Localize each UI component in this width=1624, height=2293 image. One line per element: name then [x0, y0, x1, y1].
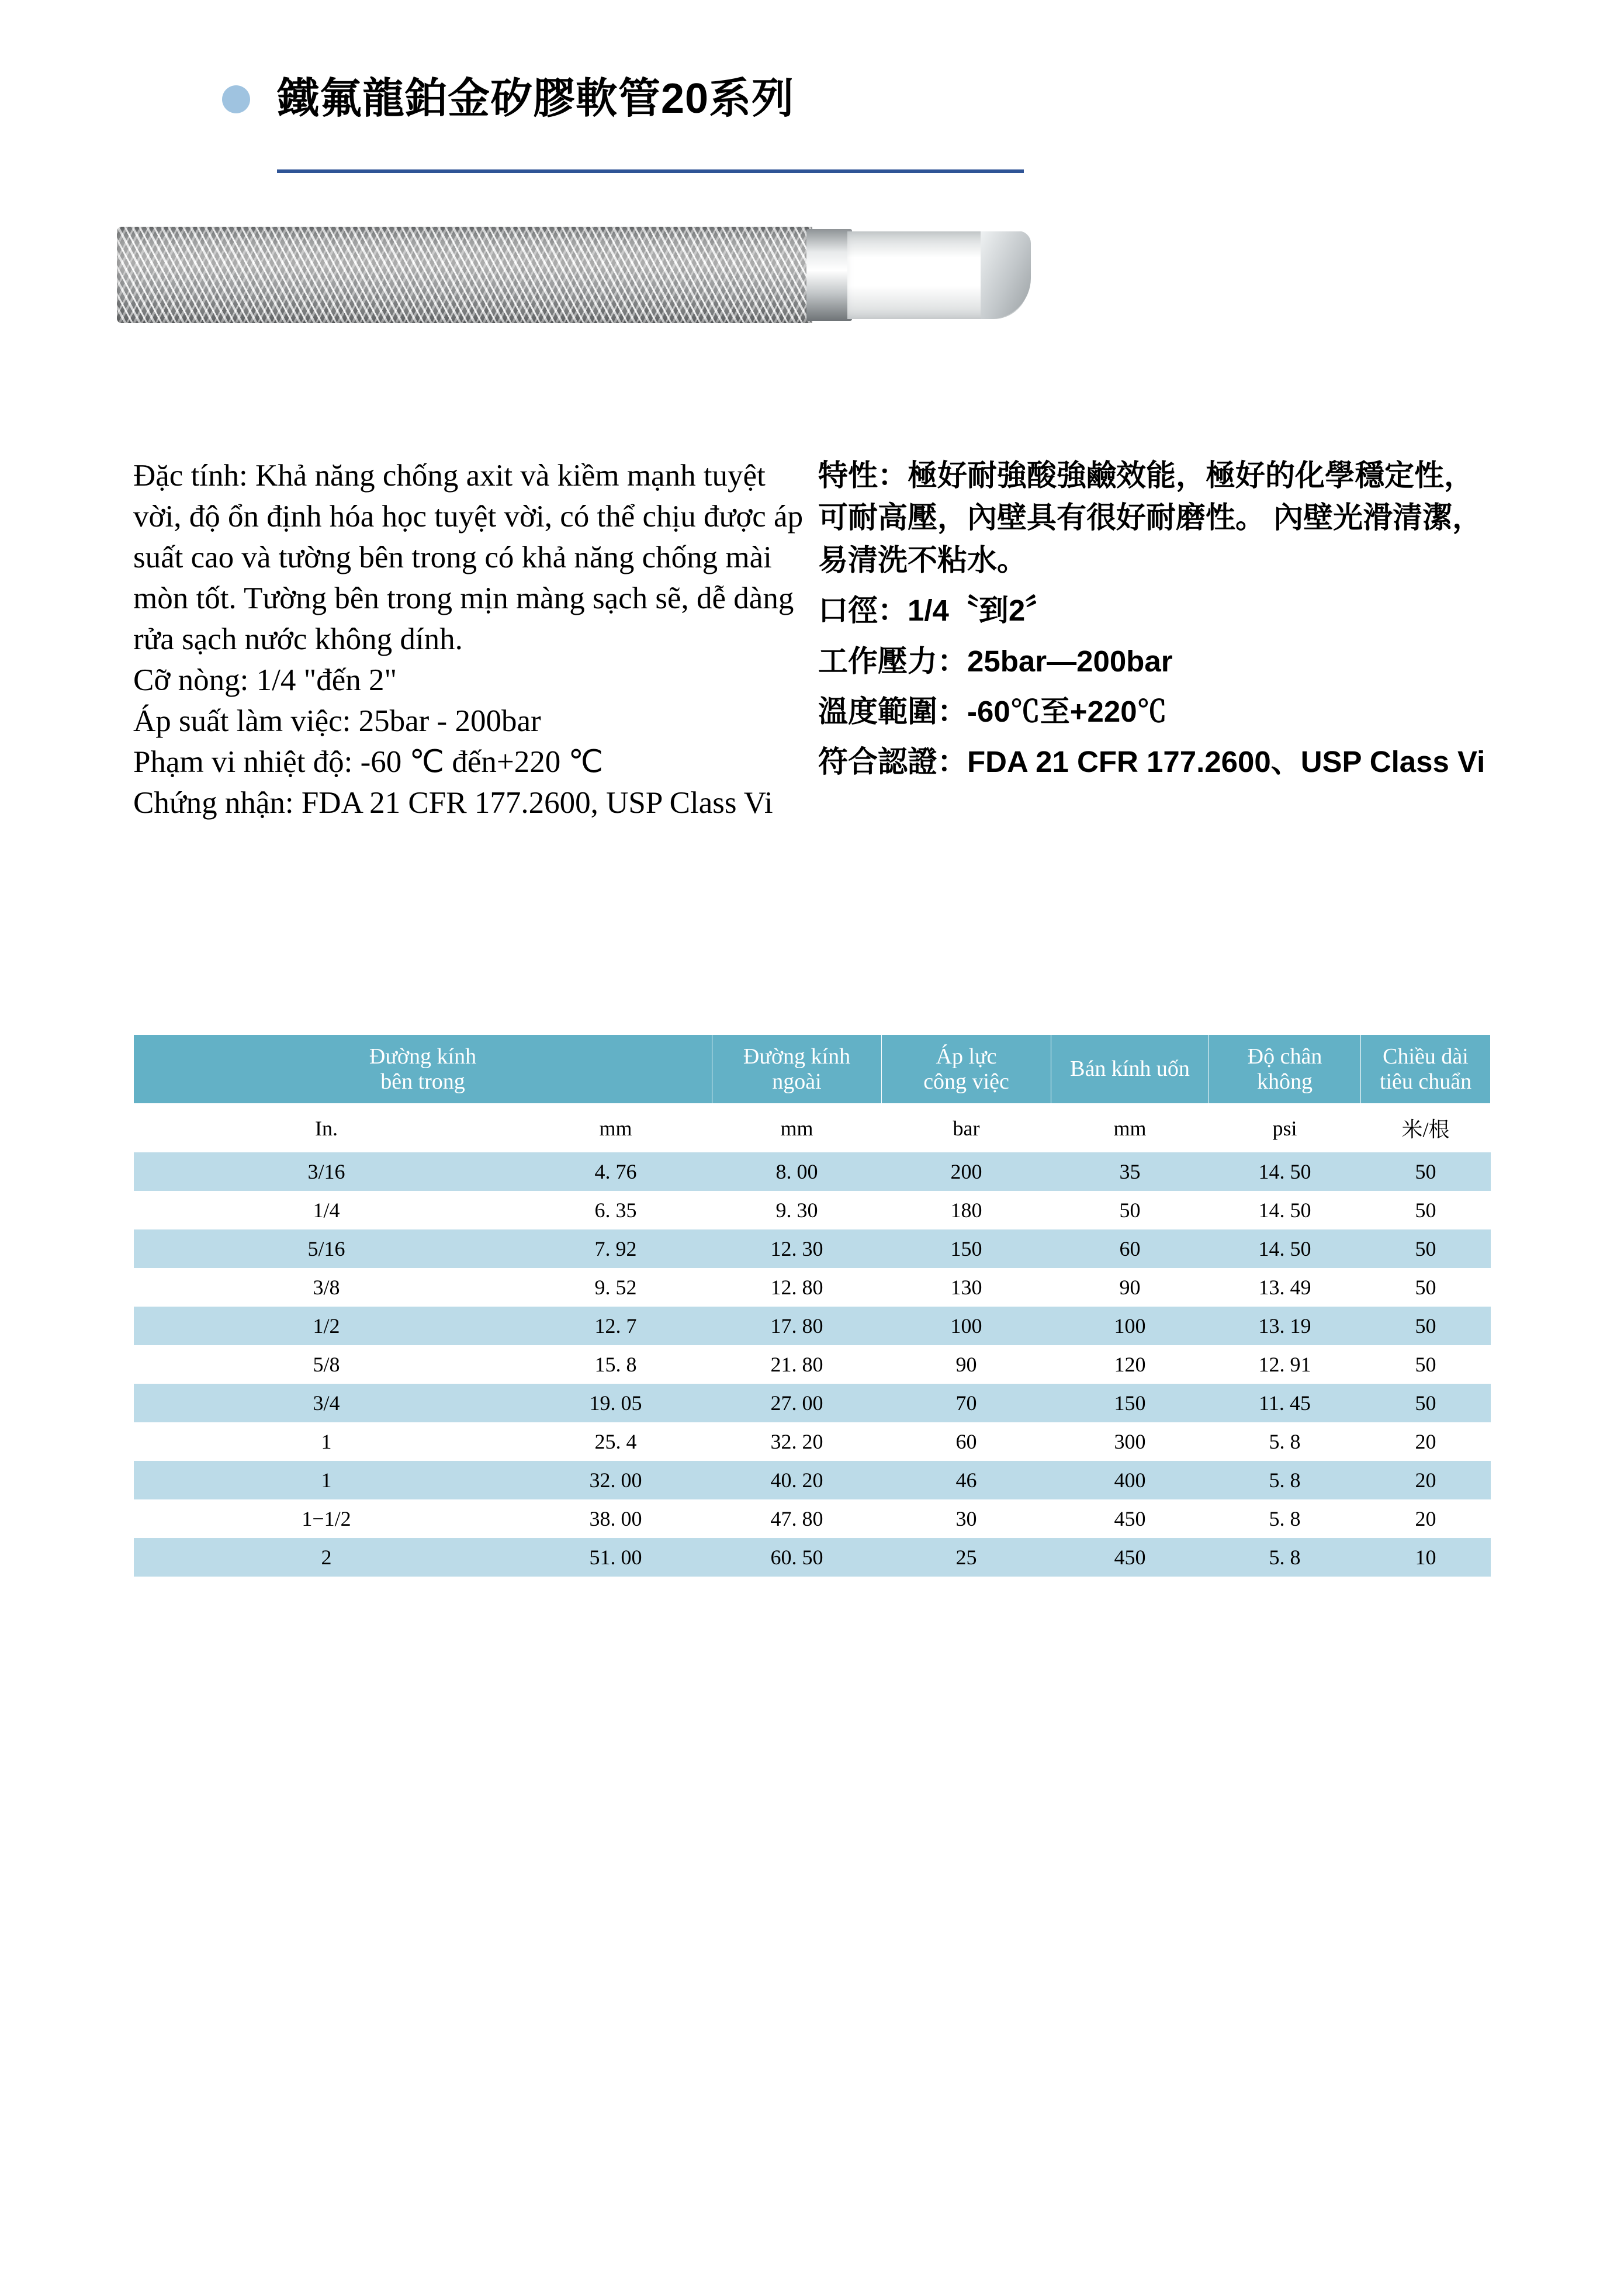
table-unit-cell: mm [712, 1104, 882, 1153]
table-cell: 50 [1361, 1191, 1491, 1229]
table-cell: 50 [1361, 1307, 1491, 1345]
table-cell: 2 [134, 1538, 520, 1577]
table-cell: 150 [882, 1229, 1051, 1268]
table-cell: 6. 35 [520, 1191, 712, 1229]
table-cell: 20 [1361, 1422, 1491, 1461]
table-cell: 14. 50 [1209, 1229, 1361, 1268]
table-cell: 400 [1051, 1461, 1209, 1499]
page-title-row [222, 76, 794, 122]
table-row [134, 1422, 1491, 1461]
table-cell: 5. 8 [1209, 1538, 1361, 1577]
table-cell: 25. 4 [520, 1422, 712, 1461]
table-cell: 10 [1361, 1538, 1491, 1577]
table-row [134, 1191, 1491, 1229]
header-working-pressure-line1: Áp lực [936, 1044, 997, 1069]
table-cell: 47. 80 [712, 1499, 882, 1538]
zh-bore-size: 口徑：1/4〝到2〞 [818, 594, 1055, 628]
vi-features-paragraph: Đặc tính: Khả năng chống axit và kiềm mạnh tuyệt vời, độ ổn định hóa học tuyệt vời, có thể chịu được áp suất cao và tường bên trong có khả năng chống mài mòn tốt. Tường bên trong mịn màng sạch sẽ, dễ dàng rửa sạch nước không dính. [133, 459, 804, 656]
table-cell: 27. 00 [712, 1384, 882, 1422]
table-cell: 1/4 [134, 1191, 520, 1229]
header-working-pressure-line2: công việc [923, 1069, 1009, 1094]
table-cell: 5. 8 [1209, 1422, 1361, 1461]
table-cell: 46 [882, 1461, 1051, 1499]
table-row [134, 1345, 1491, 1384]
table-units-row [134, 1104, 1491, 1153]
bullet-dot-icon [222, 85, 250, 113]
table-body [134, 1104, 1491, 1577]
zh-temperature-range: 溫度範圍：-60℃至+220℃ [818, 695, 1167, 729]
vi-working-pressure: Áp suất làm việc: 25bar - 200bar [133, 704, 541, 738]
table-cell: 13. 19 [1209, 1307, 1361, 1345]
table-cell: 21. 80 [712, 1345, 882, 1384]
title-underline [277, 169, 1024, 173]
table-cell: 30 [882, 1499, 1051, 1538]
zh-features-paragraph: 特性：極好耐強酸強鹼效能，極好的化學穩定性，可耐高壓，內壁具有很好耐磨性。 內壁光滑清潔，易清洗不粘水。 [818, 459, 1483, 577]
table-cell: 32. 20 [712, 1422, 882, 1461]
table-cell: 5. 8 [1209, 1461, 1361, 1499]
header-standard-length-line2: tiêu chuẩn [1379, 1069, 1472, 1094]
table-cell: 32. 00 [520, 1461, 712, 1499]
table-cell: 50 [1361, 1268, 1491, 1307]
table-cell: 60 [882, 1422, 1051, 1461]
table-cell: 150 [1051, 1384, 1209, 1422]
product-photo [117, 216, 1029, 342]
zh-working-pressure: 工作壓力：25bar—200bar [818, 644, 1173, 678]
header-vacuum-line2: không [1257, 1069, 1313, 1094]
table-cell: 12. 30 [712, 1229, 882, 1268]
table-cell: 70 [882, 1384, 1051, 1422]
table-cell: 50 [1361, 1384, 1491, 1422]
table-cell: 8. 00 [712, 1152, 882, 1191]
table-cell: 90 [882, 1345, 1051, 1384]
table-cell: 19. 05 [520, 1384, 712, 1422]
header-bend-radius [1051, 1035, 1209, 1104]
header-outer-diameter-line1: Đường kính [743, 1044, 851, 1069]
table-row [134, 1461, 1491, 1499]
header-inner-diameter-line1: Đường kính [369, 1044, 477, 1069]
table-cell: 17. 80 [712, 1307, 882, 1345]
table-cell: 1/2 [134, 1307, 520, 1345]
vi-bore-size: Cỡ nòng: 1/4 "đến 2" [133, 663, 397, 697]
table-cell: 3/4 [134, 1384, 520, 1422]
table-cell: 12. 91 [1209, 1345, 1361, 1384]
table-cell: 5. 8 [1209, 1499, 1361, 1538]
table-cell: 100 [882, 1307, 1051, 1345]
table-cell: 300 [1051, 1422, 1209, 1461]
table-cell: 200 [882, 1152, 1051, 1191]
vi-temperature-range: Phạm vi nhiệt độ: -60 ℃ đến+220 ℃ [133, 744, 604, 779]
header-outer-diameter-line2: ngoài [772, 1069, 822, 1094]
header-outer-diameter [712, 1035, 882, 1104]
hose-ferrule [806, 229, 852, 321]
header-working-pressure [882, 1035, 1051, 1104]
header-inner-diameter [134, 1035, 712, 1104]
vi-certification: Chứng nhận: FDA 21 CFR 177.2600, USP Class Vi [133, 785, 773, 820]
table-unit-cell: bar [882, 1104, 1051, 1153]
header-standard-length [1361, 1035, 1491, 1104]
table-cell: 1−1/2 [134, 1499, 520, 1538]
header-inner-diameter-line2: bên trong [380, 1069, 465, 1094]
table-unit-cell: 米/根 [1361, 1104, 1491, 1153]
table-cell: 14. 50 [1209, 1191, 1361, 1229]
table-cell: 50 [1361, 1345, 1491, 1384]
table-cell: 3/16 [134, 1152, 520, 1191]
table-cell: 50 [1361, 1229, 1491, 1268]
table-cell: 12. 80 [712, 1268, 882, 1307]
header-vacuum [1209, 1035, 1361, 1104]
table-unit-cell: mm [1051, 1104, 1209, 1153]
table-unit-cell: mm [520, 1104, 712, 1153]
description-vietnamese [133, 456, 817, 824]
table-row [134, 1499, 1491, 1538]
table-cell: 9. 52 [520, 1268, 712, 1307]
table-row [134, 1307, 1491, 1345]
header-vacuum-line1: Độ chân [1247, 1044, 1322, 1069]
table-header-row [134, 1035, 1491, 1104]
table-cell: 25 [882, 1538, 1051, 1577]
hose-cut-tip [981, 231, 1031, 319]
table-cell: 15. 8 [520, 1345, 712, 1384]
table-row [134, 1229, 1491, 1268]
table-cell: 100 [1051, 1307, 1209, 1345]
table-cell: 120 [1051, 1345, 1209, 1384]
table-row [134, 1152, 1491, 1191]
table-unit-cell: In. [134, 1104, 520, 1153]
table-cell: 1 [134, 1461, 520, 1499]
table-cell: 180 [882, 1191, 1051, 1229]
table-cell: 50 [1361, 1152, 1491, 1191]
description-chinese [818, 455, 1502, 784]
table-row [134, 1384, 1491, 1422]
page-title: 鐵氟龍鉑金矽膠軟管20系列 [277, 75, 795, 122]
table-cell: 450 [1051, 1538, 1209, 1577]
hose-braid-section [117, 227, 812, 323]
zh-certification: 符合認證：FDA 21 CFR 177.2600、USP Class Vi [818, 745, 1486, 779]
table-cell: 3/8 [134, 1268, 520, 1307]
table-cell: 60 [1051, 1229, 1209, 1268]
table-cell: 51. 00 [520, 1538, 712, 1577]
table-cell: 130 [882, 1268, 1051, 1307]
table-cell: 450 [1051, 1499, 1209, 1538]
table-cell: 20 [1361, 1499, 1491, 1538]
table-cell: 40. 20 [712, 1461, 882, 1499]
specification-table [133, 1034, 1491, 1577]
table-row [134, 1268, 1491, 1307]
table-unit-cell: psi [1209, 1104, 1361, 1153]
table-cell: 13. 49 [1209, 1268, 1361, 1307]
table-cell: 7. 92 [520, 1229, 712, 1268]
table-cell: 14. 50 [1209, 1152, 1361, 1191]
table-cell: 12. 7 [520, 1307, 712, 1345]
table-cell: 1 [134, 1422, 520, 1461]
table-cell: 4. 76 [520, 1152, 712, 1191]
header-bend-radius-line1: Bán kính uốn [1070, 1057, 1190, 1082]
table-cell: 38. 00 [520, 1499, 712, 1538]
table-cell: 60. 50 [712, 1538, 882, 1577]
header-standard-length-line1: Chiều dài [1383, 1044, 1469, 1069]
table-cell: 50 [1051, 1191, 1209, 1229]
table-row [134, 1538, 1491, 1577]
table-cell: 90 [1051, 1268, 1209, 1307]
table-cell: 35 [1051, 1152, 1209, 1191]
table-cell: 11. 45 [1209, 1384, 1361, 1422]
table-cell: 20 [1361, 1461, 1491, 1499]
table-cell: 9. 30 [712, 1191, 882, 1229]
table-cell: 5/16 [134, 1229, 520, 1268]
table-cell: 5/8 [134, 1345, 520, 1384]
